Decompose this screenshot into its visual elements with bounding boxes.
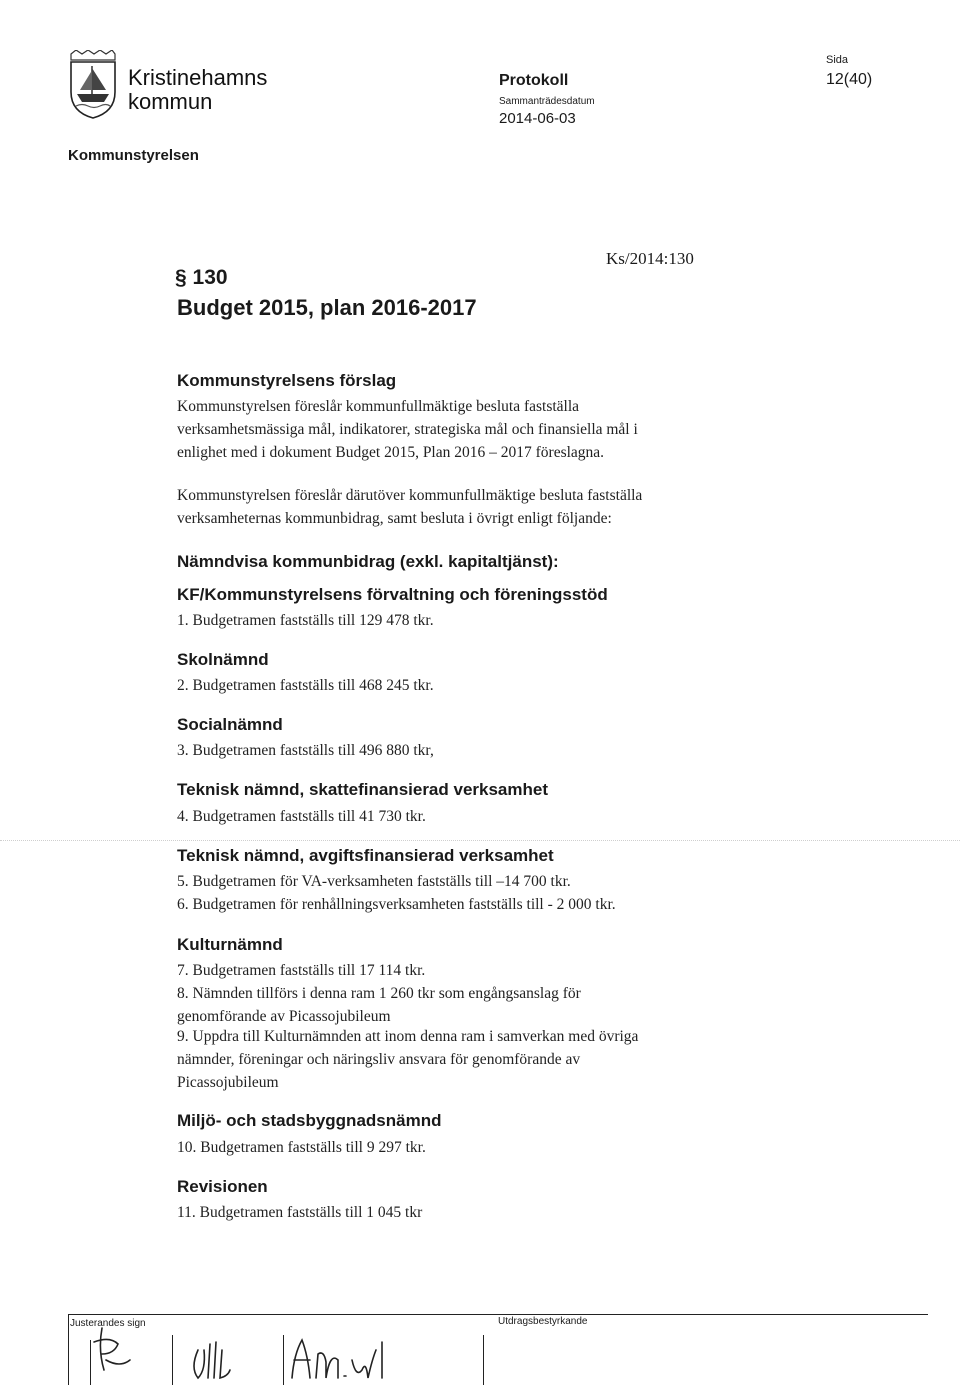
handwritten-signatures bbox=[80, 1320, 400, 1390]
decision-line: 6. Budgetramen för renhållningsverksamheten fastställs till - 2 000 tkr. bbox=[177, 896, 616, 913]
committee-heading: Revisionen bbox=[177, 1177, 268, 1196]
decision-line: 9. Uppdra till Kulturnämnden att inom denna ram i samverkan med övriga bbox=[177, 1028, 639, 1045]
meeting-date-label: Sammanträdesdatum bbox=[499, 96, 595, 107]
scan-artifact-divider bbox=[0, 840, 960, 842]
justerandes-sign-label: Justerandes sign bbox=[70, 1318, 146, 1329]
organization-name-line2: kommun bbox=[128, 89, 213, 114]
decision-line: Picassojubileum bbox=[177, 1074, 279, 1091]
proposal-text-line: enlighet med i dokument Budget 2015, Plan 2016 – 2017 föreslagna. bbox=[177, 444, 605, 461]
decision-line: 7. Budgetramen fastställs till 17 114 tkr. bbox=[177, 962, 426, 979]
coat-of-arms-icon bbox=[68, 50, 118, 120]
proposal-text-line: verksamhetsmässiga mål, indikatorer, strategiska mål och finansiella mål i bbox=[177, 421, 638, 438]
decision-line: 1. Budgetramen fastställs till 129 478 tkr. bbox=[177, 612, 434, 629]
decision-line: 3. Budgetramen fastställs till 496 880 tkr, bbox=[177, 742, 434, 759]
committee-heading: Skolnämnd bbox=[177, 650, 269, 669]
proposal-text-line: Kommunstyrelsen föreslår kommunfullmäktige besluta fastställa bbox=[177, 398, 580, 415]
decision-line: 4. Budgetramen fastställs till 41 730 tkr. bbox=[177, 808, 426, 825]
further-text-line: verksamheternas kommunbidrag, samt besluta i övrigt enligt följande: bbox=[177, 510, 612, 527]
organization-name-line1: Kristinehamns bbox=[128, 65, 268, 90]
decision-line: 5. Budgetramen för VA-verksamheten fastställs till –14 700 tkr. bbox=[177, 873, 571, 890]
committee-heading: Miljö- och stadsbyggnadsnämnd bbox=[177, 1111, 442, 1130]
committee-heading: KF/Kommunstyrelsens förvaltning och föreningsstöd bbox=[177, 585, 608, 604]
footer-divider bbox=[68, 1314, 928, 1315]
document-type: Protokoll bbox=[499, 72, 569, 89]
signature-separator bbox=[483, 1335, 484, 1385]
page-number: 12(40) bbox=[826, 71, 873, 88]
decision-line: nämnder, föreningar och näringsliv ansvara för genomförande av bbox=[177, 1051, 581, 1068]
committee-heading: Socialnämnd bbox=[177, 715, 283, 734]
decision-line: 10. Budgetramen fastställs till 9 297 tkr. bbox=[177, 1139, 426, 1156]
committee-heading: Kulturnämnd bbox=[177, 935, 283, 954]
section-number: § 130 bbox=[175, 266, 228, 289]
utdragsbestyrkande-label: Utdragsbestyrkande bbox=[498, 1316, 588, 1327]
proposal-heading: Kommunstyrelsens förslag bbox=[177, 371, 397, 390]
case-number: Ks/2014:130 bbox=[606, 249, 694, 268]
committee-heading: Teknisk nämnd, skattefinansierad verksamhet bbox=[177, 780, 549, 799]
decision-line: genomförande av Picassojubileum bbox=[177, 1008, 391, 1025]
further-text-line: Kommunstyrelsen föreslår därutöver kommunfullmäktige besluta fastställa bbox=[177, 487, 643, 504]
committee-heading: Teknisk nämnd, avgiftsfinansierad verksamhet bbox=[177, 846, 554, 865]
contributions-heading: Nämndvisa kommunbidrag (exkl. kapitaltjänst): bbox=[177, 552, 559, 571]
decision-line: 8. Nämnden tillförs i denna ram 1 260 tkr som engångsanslag för bbox=[177, 985, 581, 1002]
department-name: Kommunstyrelsen bbox=[68, 147, 199, 164]
section-title: Budget 2015, plan 2016-2017 bbox=[177, 295, 477, 320]
page-label: Sida bbox=[826, 54, 849, 66]
meeting-date: 2014-06-03 bbox=[499, 110, 576, 127]
organization-name bbox=[128, 66, 267, 114]
signature-box-border bbox=[68, 1315, 69, 1385]
decision-line: 11. Budgetramen fastställs till 1 045 tkr bbox=[177, 1204, 423, 1221]
decision-line: 2. Budgetramen fastställs till 468 245 tkr. bbox=[177, 677, 434, 694]
